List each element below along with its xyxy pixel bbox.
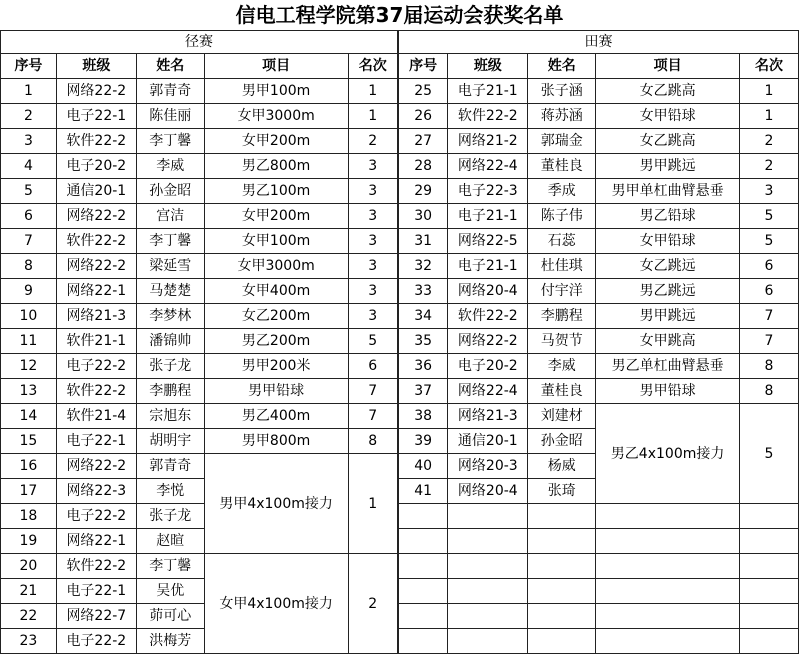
field-rank-cell[interactable]: 7 xyxy=(740,329,799,354)
track-class-cell[interactable]: 网络22-2 xyxy=(56,254,136,279)
track-header-seq-cell[interactable]: 序号 xyxy=(1,54,57,79)
field-empty-cell[interactable] xyxy=(596,504,740,529)
field-header-seq-cell[interactable]: 序号 xyxy=(398,54,448,79)
field-seq-cell[interactable]: 30 xyxy=(398,204,448,229)
track-seq-cell[interactable]: 17 xyxy=(1,479,57,504)
field-rank-cell[interactable]: 5 xyxy=(740,204,799,229)
field-name-cell[interactable]: 李威 xyxy=(528,354,596,379)
field-name-cell[interactable]: 杨威 xyxy=(528,454,596,479)
field-header-class-cell[interactable]: 班级 xyxy=(448,54,528,79)
track-event-cell[interactable]: 女甲3000m xyxy=(204,254,348,279)
track-rank-cell[interactable]: 3 xyxy=(348,254,398,279)
table-row xyxy=(1,579,799,604)
track-class-cell[interactable]: 电子22-1 xyxy=(56,579,136,604)
track-rank-cell[interactable]: 3 xyxy=(348,204,398,229)
track-name-cell[interactable]: 孙金昭 xyxy=(136,179,204,204)
field-name-cell[interactable]: 陈子伟 xyxy=(528,204,596,229)
track-seq-cell[interactable]: 10 xyxy=(1,304,57,329)
track-class-cell[interactable]: 网络22-1 xyxy=(56,279,136,304)
track-relay-rank-cell[interactable]: 1 xyxy=(348,454,398,554)
table-row xyxy=(1,254,799,279)
field-class-cell[interactable]: 电子20-2 xyxy=(448,354,528,379)
field-empty-cell[interactable] xyxy=(740,504,799,529)
track-rank-cell[interactable]: 3 xyxy=(348,179,398,204)
track-event-cell[interactable]: 女甲200m xyxy=(204,204,348,229)
table-row xyxy=(1,604,799,629)
track-class-cell[interactable]: 软件22-2 xyxy=(56,229,136,254)
field-seq-cell[interactable]: 25 xyxy=(398,79,448,104)
field-class-cell[interactable]: 电子22-3 xyxy=(448,179,528,204)
field-class-cell[interactable]: 网络21-3 xyxy=(448,404,528,429)
field-rank-cell[interactable]: 8 xyxy=(740,379,799,404)
field-empty-cell[interactable] xyxy=(398,629,448,654)
track-header-class-cell[interactable]: 班级 xyxy=(56,54,136,79)
field-header-event-cell[interactable]: 项目 xyxy=(596,54,740,79)
field-event-cell[interactable]: 男乙铅球 xyxy=(596,204,740,229)
track-seq-cell[interactable]: 7 xyxy=(1,229,57,254)
track-relay-event-cell[interactable]: 女甲4x100m接力 xyxy=(204,554,348,654)
track-name-cell[interactable]: 胡明宇 xyxy=(136,429,204,454)
field-rank-cell[interactable]: 8 xyxy=(740,354,799,379)
track-class-cell[interactable]: 软件21-1 xyxy=(56,329,136,354)
field-name-cell[interactable]: 付宇洋 xyxy=(528,279,596,304)
field-event-cell[interactable]: 男甲跳远 xyxy=(596,304,740,329)
track-class-cell[interactable]: 通信20-1 xyxy=(56,179,136,204)
field-class-cell[interactable]: 网络22-4 xyxy=(448,379,528,404)
field-name-cell[interactable]: 石蕊 xyxy=(528,229,596,254)
track-seq-cell[interactable]: 1 xyxy=(1,79,57,104)
track-seq-cell[interactable]: 5 xyxy=(1,179,57,204)
track-rank-cell[interactable]: 7 xyxy=(348,404,398,429)
track-header-name-cell[interactable]: 姓名 xyxy=(136,54,204,79)
field-empty-cell[interactable] xyxy=(398,554,448,579)
field-class-cell[interactable]: 网络21-2 xyxy=(448,129,528,154)
table-row xyxy=(1,504,799,529)
field-name-cell[interactable]: 蒋苏涵 xyxy=(528,104,596,129)
field-relay-rank-cell[interactable]: 5 xyxy=(740,404,799,504)
field-header-rank-cell[interactable]: 名次 xyxy=(740,54,799,79)
field-class-cell[interactable]: 网络22-4 xyxy=(448,154,528,179)
field-empty-cell[interactable] xyxy=(448,579,528,604)
field-empty-cell[interactable] xyxy=(596,629,740,654)
track-name-cell[interactable]: 李威 xyxy=(136,154,204,179)
field-empty-cell[interactable] xyxy=(528,604,596,629)
field-rank-cell[interactable]: 1 xyxy=(740,104,799,129)
track-rank-cell[interactable]: 1 xyxy=(348,104,398,129)
field-empty-cell[interactable] xyxy=(740,554,799,579)
track-rank-cell[interactable]: 3 xyxy=(348,229,398,254)
table-row xyxy=(1,629,799,654)
field-seq-cell[interactable]: 32 xyxy=(398,254,448,279)
track-class-cell[interactable]: 网络22-1 xyxy=(56,529,136,554)
field-name-cell[interactable]: 张琦 xyxy=(528,479,596,504)
field-event-cell[interactable]: 男乙跳远 xyxy=(596,279,740,304)
field-seq-cell[interactable]: 27 xyxy=(398,129,448,154)
field-seq-cell[interactable]: 36 xyxy=(398,354,448,379)
track-event-cell[interactable]: 女甲3000m xyxy=(204,104,348,129)
track-rank-cell[interactable]: 7 xyxy=(348,379,398,404)
field-empty-cell[interactable] xyxy=(398,504,448,529)
field-rank-cell[interactable]: 6 xyxy=(740,254,799,279)
field-empty-cell[interactable] xyxy=(448,604,528,629)
field-seq-cell[interactable]: 35 xyxy=(398,329,448,354)
field-seq-cell[interactable]: 34 xyxy=(398,304,448,329)
track-name-cell[interactable]: 宗旭东 xyxy=(136,404,204,429)
track-event-cell[interactable]: 男乙800m xyxy=(204,154,348,179)
section-header-row xyxy=(1,31,799,54)
track-name-cell[interactable]: 茆可心 xyxy=(136,604,204,629)
track-event-cell[interactable]: 男甲800m xyxy=(204,429,348,454)
field-rank-cell[interactable]: 1 xyxy=(740,79,799,104)
track-rank-cell[interactable]: 3 xyxy=(348,304,398,329)
field-event-cell[interactable]: 女甲跳高 xyxy=(596,329,740,354)
field-empty-cell[interactable] xyxy=(528,554,596,579)
track-class-cell[interactable]: 软件21-4 xyxy=(56,404,136,429)
field-event-cell[interactable]: 女甲铅球 xyxy=(596,229,740,254)
field-empty-cell[interactable] xyxy=(398,579,448,604)
track-class-cell[interactable]: 网络21-3 xyxy=(56,304,136,329)
track-seq-cell[interactable]: 18 xyxy=(1,504,57,529)
track-class-cell[interactable]: 网络22-7 xyxy=(56,604,136,629)
field-empty-cell[interactable] xyxy=(528,504,596,529)
field-relay-event-cell[interactable]: 男乙4x100m接力 xyxy=(596,404,740,504)
field-section-label[interactable]: 田赛 xyxy=(398,31,799,54)
track-seq-cell[interactable]: 8 xyxy=(1,254,57,279)
field-seq-cell[interactable]: 33 xyxy=(398,279,448,304)
table-row xyxy=(1,79,799,104)
track-class-cell[interactable]: 软件22-2 xyxy=(56,554,136,579)
track-name-cell[interactable]: 李悦 xyxy=(136,479,204,504)
field-class-cell[interactable]: 软件22-2 xyxy=(448,104,528,129)
field-empty-cell[interactable] xyxy=(740,629,799,654)
field-rank-cell[interactable]: 2 xyxy=(740,129,799,154)
field-seq-cell[interactable]: 38 xyxy=(398,404,448,429)
track-class-cell[interactable]: 网络22-2 xyxy=(56,79,136,104)
field-seq-cell[interactable]: 26 xyxy=(398,104,448,129)
table-row xyxy=(1,354,799,379)
track-seq-cell[interactable]: 4 xyxy=(1,154,57,179)
track-class-cell[interactable]: 电子22-1 xyxy=(56,104,136,129)
track-name-cell[interactable]: 郭青奇 xyxy=(136,454,204,479)
field-empty-cell[interactable] xyxy=(448,529,528,554)
track-event-cell[interactable]: 男乙400m xyxy=(204,404,348,429)
table-row xyxy=(1,179,799,204)
track-relay-rank-cell[interactable]: 2 xyxy=(348,554,398,654)
field-seq-cell[interactable]: 29 xyxy=(398,179,448,204)
track-seq-cell[interactable]: 15 xyxy=(1,429,57,454)
track-seq-cell[interactable]: 20 xyxy=(1,554,57,579)
field-rank-cell[interactable]: 6 xyxy=(740,279,799,304)
track-seq-cell[interactable]: 21 xyxy=(1,579,57,604)
track-name-cell[interactable]: 宫洁 xyxy=(136,204,204,229)
field-seq-cell[interactable]: 28 xyxy=(398,154,448,179)
track-class-cell[interactable]: 网络22-3 xyxy=(56,479,136,504)
field-name-cell[interactable]: 杜佳琪 xyxy=(528,254,596,279)
track-class-cell[interactable]: 网络22-2 xyxy=(56,454,136,479)
track-header-rank-cell[interactable]: 名次 xyxy=(348,54,398,79)
field-rank-cell[interactable]: 5 xyxy=(740,229,799,254)
track-class-cell[interactable]: 电子22-2 xyxy=(56,504,136,529)
table-row xyxy=(1,379,799,404)
field-name-cell[interactable]: 李鹏程 xyxy=(528,304,596,329)
track-rank-cell[interactable]: 3 xyxy=(348,279,398,304)
track-event-cell[interactable]: 女甲100m xyxy=(204,229,348,254)
field-empty-cell[interactable] xyxy=(398,604,448,629)
track-name-cell[interactable]: 李鹏程 xyxy=(136,379,204,404)
track-event-cell[interactable]: 男甲100m xyxy=(204,79,348,104)
track-seq-cell[interactable]: 22 xyxy=(1,604,57,629)
track-name-cell[interactable]: 张子龙 xyxy=(136,354,204,379)
field-empty-cell[interactable] xyxy=(596,529,740,554)
table-row xyxy=(1,129,799,154)
field-empty-cell[interactable] xyxy=(596,579,740,604)
track-header-event-cell[interactable]: 项目 xyxy=(204,54,348,79)
track-seq-cell[interactable]: 11 xyxy=(1,329,57,354)
table-row xyxy=(1,204,799,229)
field-class-cell[interactable]: 电子21-1 xyxy=(448,254,528,279)
track-rank-cell[interactable]: 3 xyxy=(348,154,398,179)
track-seq-cell[interactable]: 9 xyxy=(1,279,57,304)
track-name-cell[interactable]: 李丁馨 xyxy=(136,129,204,154)
track-seq-cell[interactable]: 12 xyxy=(1,354,57,379)
sheet-title: 信电工程学院第37届运动会获奖名单 xyxy=(235,3,564,27)
field-rank-cell[interactable]: 3 xyxy=(740,179,799,204)
field-class-cell[interactable]: 电子21-1 xyxy=(448,79,528,104)
track-class-cell[interactable]: 电子22-2 xyxy=(56,354,136,379)
field-empty-cell[interactable] xyxy=(448,629,528,654)
track-name-cell[interactable]: 吴优 xyxy=(136,579,204,604)
track-event-cell[interactable]: 女乙200m xyxy=(204,304,348,329)
track-seq-cell[interactable]: 14 xyxy=(1,404,57,429)
track-event-cell[interactable]: 男乙100m xyxy=(204,179,348,204)
column-header-row xyxy=(1,54,799,79)
field-class-cell[interactable]: 通信20-1 xyxy=(448,429,528,454)
track-class-cell[interactable]: 电子22-1 xyxy=(56,429,136,454)
field-rank-cell[interactable]: 2 xyxy=(740,154,799,179)
field-class-cell[interactable]: 网络20-3 xyxy=(448,454,528,479)
field-empty-cell[interactable] xyxy=(740,604,799,629)
field-seq-cell[interactable]: 39 xyxy=(398,429,448,454)
track-event-cell[interactable]: 女甲400m xyxy=(204,279,348,304)
field-event-cell[interactable]: 男甲跳远 xyxy=(596,154,740,179)
track-class-cell[interactable]: 软件22-2 xyxy=(56,129,136,154)
track-seq-cell[interactable]: 3 xyxy=(1,129,57,154)
field-empty-cell[interactable] xyxy=(528,579,596,604)
track-name-cell[interactable]: 马楚楚 xyxy=(136,279,204,304)
field-name-cell[interactable]: 刘建材 xyxy=(528,404,596,429)
field-empty-cell[interactable] xyxy=(528,629,596,654)
track-seq-cell[interactable]: 2 xyxy=(1,104,57,129)
field-name-cell[interactable]: 董桂良 xyxy=(528,154,596,179)
field-name-cell[interactable]: 季成 xyxy=(528,179,596,204)
field-rank-cell[interactable]: 7 xyxy=(740,304,799,329)
table-row xyxy=(1,554,799,579)
track-seq-cell[interactable]: 16 xyxy=(1,454,57,479)
table-row xyxy=(1,329,799,354)
field-class-cell[interactable]: 网络20-4 xyxy=(448,479,528,504)
track-rank-cell[interactable]: 1 xyxy=(348,79,398,104)
track-name-cell[interactable]: 郭青奇 xyxy=(136,79,204,104)
field-name-cell[interactable]: 张子涵 xyxy=(528,79,596,104)
table-row xyxy=(1,529,799,554)
track-event-cell[interactable]: 男乙200m xyxy=(204,329,348,354)
track-rank-cell[interactable]: 2 xyxy=(348,129,398,154)
track-section-label[interactable]: 径赛 xyxy=(1,31,398,54)
field-event-cell[interactable]: 女乙跳高 xyxy=(596,129,740,154)
field-event-cell[interactable]: 男乙单杠曲臂悬垂 xyxy=(596,354,740,379)
field-class-cell[interactable]: 网络22-2 xyxy=(448,329,528,354)
track-name-cell[interactable]: 梁延雪 xyxy=(136,254,204,279)
field-name-cell[interactable]: 孙金昭 xyxy=(528,429,596,454)
track-seq-cell[interactable]: 13 xyxy=(1,379,57,404)
track-rank-cell[interactable]: 6 xyxy=(348,354,398,379)
field-event-cell[interactable]: 女甲铅球 xyxy=(596,104,740,129)
field-name-cell[interactable]: 郭瑞金 xyxy=(528,129,596,154)
track-relay-event-cell[interactable]: 男甲4x100m接力 xyxy=(204,454,348,554)
awards-table-body xyxy=(1,31,799,654)
field-empty-cell[interactable] xyxy=(596,604,740,629)
field-name-cell[interactable]: 马贺节 xyxy=(528,329,596,354)
track-event-cell[interactable]: 男甲铅球 xyxy=(204,379,348,404)
track-class-cell[interactable]: 软件22-2 xyxy=(56,379,136,404)
track-name-cell[interactable]: 洪梅芳 xyxy=(136,629,204,654)
table-row xyxy=(1,104,799,129)
field-seq-cell[interactable]: 41 xyxy=(398,479,448,504)
track-class-cell[interactable]: 电子20-2 xyxy=(56,154,136,179)
field-name-cell[interactable]: 董桂良 xyxy=(528,379,596,404)
field-event-cell[interactable]: 男甲单杠曲臂悬垂 xyxy=(596,179,740,204)
table-row xyxy=(1,154,799,179)
track-seq-cell[interactable]: 23 xyxy=(1,629,57,654)
field-seq-cell[interactable]: 31 xyxy=(398,229,448,254)
track-name-cell[interactable]: 李梦林 xyxy=(136,304,204,329)
track-name-cell[interactable]: 潘锦帅 xyxy=(136,329,204,354)
field-empty-cell[interactable] xyxy=(448,504,528,529)
field-header-name-cell[interactable]: 姓名 xyxy=(528,54,596,79)
track-seq-cell[interactable]: 6 xyxy=(1,204,57,229)
track-name-cell[interactable]: 李丁馨 xyxy=(136,229,204,254)
field-class-cell[interactable]: 软件22-2 xyxy=(448,304,528,329)
track-name-cell[interactable]: 李丁馨 xyxy=(136,554,204,579)
field-event-cell[interactable]: 女乙跳远 xyxy=(596,254,740,279)
track-rank-cell[interactable]: 5 xyxy=(348,329,398,354)
awards-table xyxy=(0,30,799,654)
field-event-cell[interactable]: 男甲铅球 xyxy=(596,379,740,404)
table-row xyxy=(1,229,799,254)
field-empty-cell[interactable] xyxy=(740,579,799,604)
track-name-cell[interactable]: 张子龙 xyxy=(136,504,204,529)
track-class-cell[interactable]: 电子22-2 xyxy=(56,629,136,654)
field-event-cell[interactable]: 女乙跳高 xyxy=(596,79,740,104)
track-event-cell[interactable]: 女甲200m xyxy=(204,129,348,154)
field-class-cell[interactable]: 网络20-4 xyxy=(448,279,528,304)
track-name-cell[interactable]: 陈佳丽 xyxy=(136,104,204,129)
field-class-cell[interactable]: 电子21-1 xyxy=(448,204,528,229)
field-seq-cell[interactable]: 37 xyxy=(398,379,448,404)
field-class-cell[interactable]: 网络22-5 xyxy=(448,229,528,254)
track-rank-cell[interactable]: 8 xyxy=(348,429,398,454)
track-seq-cell[interactable]: 19 xyxy=(1,529,57,554)
field-empty-cell[interactable] xyxy=(398,529,448,554)
field-empty-cell[interactable] xyxy=(596,554,740,579)
table-row xyxy=(1,404,799,429)
table-row xyxy=(1,279,799,304)
field-empty-cell[interactable] xyxy=(448,554,528,579)
track-class-cell[interactable]: 网络22-2 xyxy=(56,204,136,229)
track-name-cell[interactable]: 赵暄 xyxy=(136,529,204,554)
field-seq-cell[interactable]: 40 xyxy=(398,454,448,479)
track-event-cell[interactable]: 男甲200米 xyxy=(204,354,348,379)
table-row xyxy=(1,304,799,329)
field-empty-cell[interactable] xyxy=(528,529,596,554)
field-empty-cell[interactable] xyxy=(740,529,799,554)
